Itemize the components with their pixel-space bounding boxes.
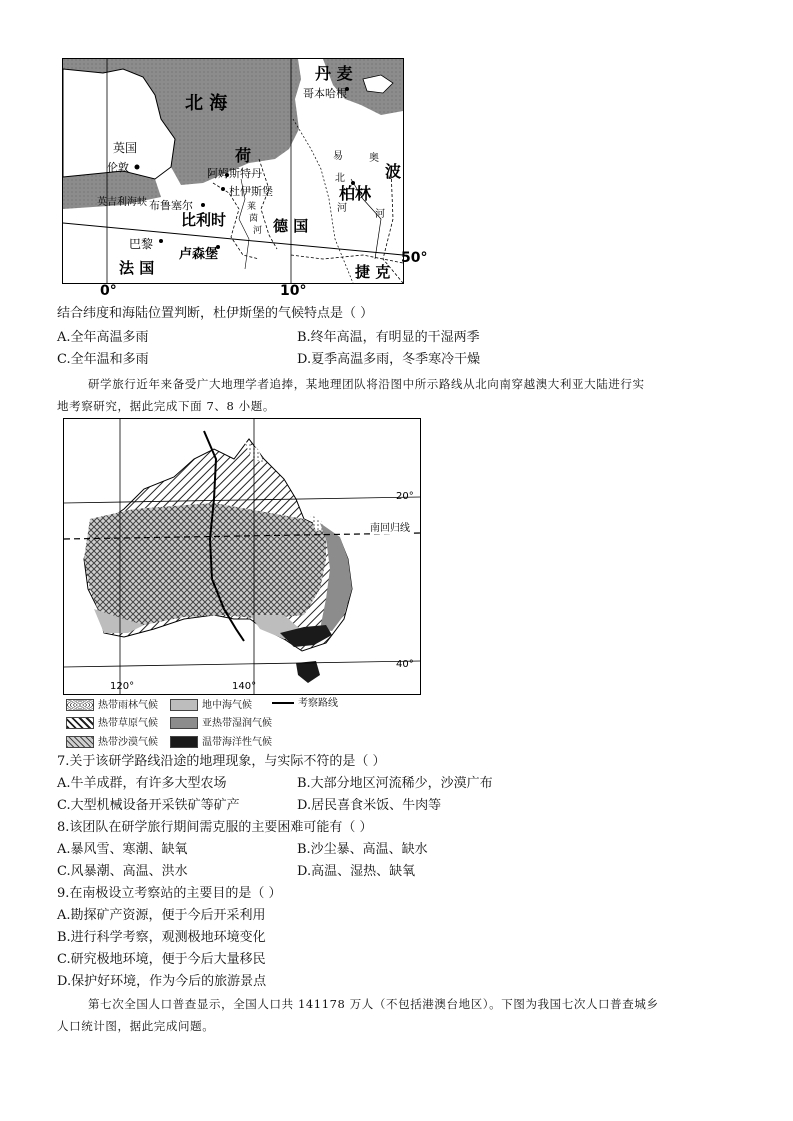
germany-label: 德 国 bbox=[273, 217, 309, 235]
legend-mediterranean bbox=[170, 696, 252, 711]
legend-mediterranean-label: 地中海气候 bbox=[202, 700, 252, 711]
poland-label: 波 bbox=[385, 162, 402, 181]
lat-20-label: 20° bbox=[396, 491, 414, 502]
q7-stem: 7.关于该研学路线沿途的地理现象，与实际不符的是（ ） bbox=[57, 754, 386, 769]
q9-stem: 9.在南极设立考察站的主要目的是（ ） bbox=[57, 886, 282, 901]
brussels-label: 布鲁塞尔 bbox=[149, 199, 193, 212]
duisburg-label: 杜伊斯堡 bbox=[229, 185, 273, 198]
north-sea-label: 北 海 bbox=[185, 93, 228, 114]
q9-option-b[interactable]: B.进行科学考察，观测极地环境变化 bbox=[57, 930, 266, 945]
lat-50-label: 50° bbox=[401, 250, 428, 266]
river-label-1: 易 bbox=[333, 151, 343, 162]
channel-label: 英吉利海峡 bbox=[97, 197, 147, 208]
legend-desert bbox=[66, 733, 158, 748]
q8-option-c[interactable]: C.风暴潮、高温、洪水 bbox=[57, 864, 188, 879]
legend-oceanic bbox=[170, 733, 272, 748]
intro-census-line2: 人口统计图，据此完成问题。 bbox=[57, 1019, 215, 1033]
q6-stem: 结合纬度和海陆位置判断，杜伊斯堡的气候特点是（ ） bbox=[57, 306, 374, 321]
river-label-6: 莱 bbox=[247, 202, 257, 212]
europe-map bbox=[62, 58, 404, 284]
legend-subtropical bbox=[170, 714, 272, 729]
australia-map bbox=[63, 418, 421, 695]
q9-option-a[interactable]: A.勘探矿产资源，便于今后开采利用 bbox=[57, 908, 266, 923]
paris-label: 巴黎 bbox=[129, 237, 154, 251]
q7-option-b[interactable]: B.大部分地区河流稀少，沙漠广布 bbox=[297, 776, 493, 791]
legend-route-label: 考察路线 bbox=[298, 698, 338, 709]
river-label-2: 奥 bbox=[369, 153, 379, 164]
q8-stem: 8.该团队在研学旅行期间需克服的主要困难可能有（ ） bbox=[57, 820, 373, 835]
denmark-label: 丹 麦 bbox=[315, 64, 353, 83]
czech-label: 捷 克 bbox=[355, 263, 391, 281]
q6-option-d[interactable]: D.夏季高温多雨，冬季寒冷干燥 bbox=[297, 352, 481, 367]
legend-subtropical-swatch bbox=[170, 717, 198, 729]
legend-desert-label: 热带沙漠气候 bbox=[98, 737, 158, 748]
legend-rainforest-swatch bbox=[66, 699, 94, 711]
amsterdam-label: 阿姆斯特丹 bbox=[207, 167, 262, 180]
legend-rainforest bbox=[66, 696, 158, 711]
q6-option-c[interactable]: C.全年温和多雨 bbox=[57, 352, 149, 367]
legend-route bbox=[272, 694, 338, 709]
london-label: 伦敦 bbox=[107, 161, 129, 174]
uk-label: 英国 bbox=[113, 141, 138, 155]
lon-0-label: 0° bbox=[100, 283, 117, 299]
q7-option-a[interactable]: A.牛羊成群，有许多大型农场 bbox=[57, 776, 227, 791]
france-label: 法 国 bbox=[119, 259, 155, 277]
river-label-4: 河 bbox=[337, 203, 347, 214]
lat-40-label: 40° bbox=[396, 659, 414, 670]
q8-option-b[interactable]: B.沙尘暴、高温、缺水 bbox=[297, 842, 428, 857]
river-label-8: 河 bbox=[253, 226, 263, 236]
lon-140-label: 140° bbox=[232, 681, 257, 692]
q7-option-d[interactable]: D.居民喜食米饭、牛肉等 bbox=[297, 798, 442, 813]
q9-option-d[interactable]: D.保护好环境，作为今后的旅游景点 bbox=[57, 974, 267, 989]
q9-option-c[interactable]: C.研究极地环境，便于今后大量移民 bbox=[57, 952, 266, 967]
q8-option-d[interactable]: D.高温、湿热、缺氧 bbox=[297, 864, 416, 879]
belgium-label: 比利时 bbox=[181, 211, 227, 229]
copenhagen-label: 哥本哈根 bbox=[303, 87, 347, 100]
river-label-7: 茵 bbox=[249, 214, 259, 224]
q6-option-a[interactable]: A.全年高温多雨 bbox=[57, 330, 149, 345]
q8-option-a[interactable]: A.暴风雪、寒潮、缺氧 bbox=[57, 842, 188, 857]
luxembourg-label: 卢森堡 bbox=[179, 247, 219, 262]
berlin-label: 柏林 bbox=[339, 184, 372, 203]
legend-rainforest-label: 热带雨林气候 bbox=[98, 700, 158, 711]
intro-78-line1: 研学旅行近年来备受广大地理学者追捧，某地理团队将沿图中所示路线从北向南穿越澳大利亚大陆进行实 bbox=[88, 377, 645, 391]
lon-10-label: 10° bbox=[280, 283, 307, 299]
q6-option-b[interactable]: B.终年高温，有明显的干湿两季 bbox=[297, 330, 480, 345]
legend-desert-swatch bbox=[66, 736, 94, 748]
australia-map-graphic bbox=[64, 419, 420, 694]
legend-savanna-label: 热带草原气候 bbox=[98, 718, 158, 729]
legend-oceanic-label: 温带海洋性气候 bbox=[202, 737, 272, 748]
legend-savanna bbox=[66, 714, 158, 729]
river-label-3: 北 bbox=[335, 173, 345, 184]
legend-savanna-swatch bbox=[66, 717, 94, 729]
intro-census-line1: 第七次全国人口普查显示，全国人口共 141178 万人（不包括港澳台地区）。下图为我国七次人口普查城乡 bbox=[88, 997, 659, 1011]
capricorn-label: 南回归线 bbox=[370, 519, 410, 534]
lon-120-label: 120° bbox=[110, 681, 135, 692]
q7-option-c[interactable]: C.大型机械设备开采铁矿等矿产 bbox=[57, 798, 240, 813]
legend-route-swatch bbox=[272, 702, 294, 704]
legend-subtropical-label: 亚热带湿润气候 bbox=[202, 718, 272, 729]
river-label-5: 河 bbox=[375, 209, 385, 220]
intro-78-line2: 地考察研究，据此完成下面 7、8 小题。 bbox=[57, 399, 275, 413]
legend-mediterranean-swatch bbox=[170, 699, 198, 711]
legend-oceanic-swatch bbox=[170, 736, 198, 748]
netherlands-label: 荷 bbox=[235, 146, 252, 165]
